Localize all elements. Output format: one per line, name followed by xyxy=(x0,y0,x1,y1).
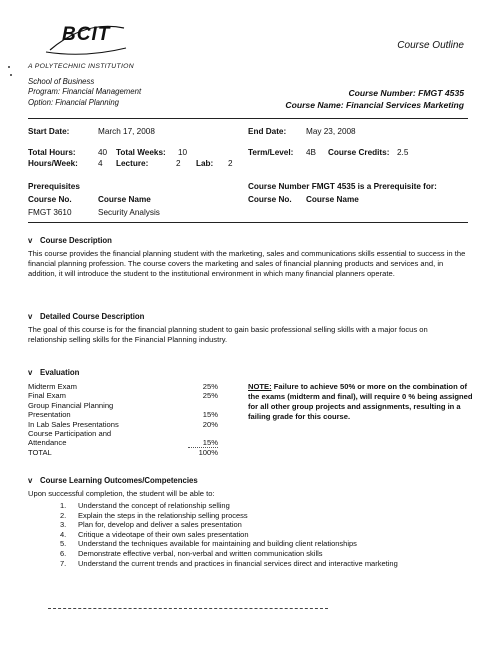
prereq-for-col-no: Course No. xyxy=(248,195,292,204)
start-date-label: Start Date: xyxy=(28,127,70,136)
eval-label: Attendance xyxy=(28,438,67,448)
hours-week-value: 4 xyxy=(98,159,103,168)
item-text: Plan for, develop and deliver a sales presentation xyxy=(78,520,242,530)
item-text: Demonstrate effective verbal, non-verbal and written communication skills xyxy=(78,548,323,558)
item-text: Explain the steps in the relationship selling process xyxy=(78,510,248,520)
prereq-row-no: FMGT 3610 xyxy=(28,208,72,217)
course-number: Course Number: FMGT 4535 xyxy=(348,88,464,98)
bullet-glyph: v xyxy=(28,236,33,245)
bullet-glyph: v xyxy=(28,368,33,377)
credits-label: Course Credits: xyxy=(328,148,390,157)
eval-row xyxy=(28,382,218,391)
total-weeks-value: 10 xyxy=(178,148,188,157)
eval-label: Midterm Exam xyxy=(28,382,77,391)
school-name: School of Business xyxy=(28,77,95,86)
eval-label: Group Financial Planning xyxy=(28,400,114,410)
lab-value: 2 xyxy=(228,159,233,168)
outcomes-list xyxy=(60,501,398,568)
start-date-value: March 17, 2008 xyxy=(98,127,155,136)
prereq-row-name: Security Analysis xyxy=(98,208,160,217)
eval-value: 25% xyxy=(202,391,218,401)
list-item xyxy=(60,530,398,540)
item-number: 3. xyxy=(60,520,67,530)
eval-value xyxy=(188,401,218,410)
lecture-value: 2 xyxy=(176,159,181,168)
eval-row xyxy=(28,438,218,447)
item-text: Critique a videotape of their own sales presentation xyxy=(78,529,249,539)
prereq-col-no: Course No. xyxy=(28,195,72,204)
eval-row xyxy=(28,391,218,400)
eval-value: 15% xyxy=(188,438,218,447)
detailed-title: Detailed Course Description xyxy=(40,312,145,321)
item-number: 1. xyxy=(60,501,67,510)
total-hours-label: Total Hours: xyxy=(28,148,76,157)
prereq-col-name: Course Name xyxy=(98,195,151,204)
eval-value: 20% xyxy=(202,419,218,429)
total-hours-value: 40 xyxy=(98,148,108,157)
list-item xyxy=(60,520,398,530)
prereq-rule xyxy=(28,222,468,223)
eval-row-total xyxy=(28,448,218,457)
eval-value xyxy=(188,429,218,438)
list-item xyxy=(60,559,398,569)
program-name: Program: Financial Management xyxy=(28,87,142,97)
outcomes-intro: Upon successful completion, the student will be able to: xyxy=(28,489,215,498)
eval-row xyxy=(28,401,218,410)
detailed-text: The goal of this course is for the financial planning student to gain basic professional selling skills with a major focus on relationship selling skills for the Financial Planning industry. xyxy=(28,325,428,345)
description-title: Course Description xyxy=(40,236,112,245)
item-number: 6. xyxy=(60,548,67,558)
eval-label: TOTAL xyxy=(28,447,52,457)
description-text: This course provides the financial planning student with the marketing, sales and communications skills essential to success in the financial planning profession. The course covers the marketing and sales of financial planning products and services and, in addition, it will introduce the student to the institutional environment in which many financial planners operate. xyxy=(28,249,466,279)
description-heading xyxy=(28,236,112,245)
item-text: Understand the current trends and practices in financial services direct and interactive marketing xyxy=(78,558,398,568)
eval-row xyxy=(28,410,218,419)
prereq-for-title: Course Number FMGT 4535 is a Prerequisite for: xyxy=(248,182,437,191)
total-weeks-label: Total Weeks: xyxy=(116,148,166,157)
evaluation-table xyxy=(28,382,218,457)
note-text: Failure to achieve 50% or more on the combination of the exams (midterm and final), will require 0 % being assigned for all other group projects and assignments, resulting in a failing grade for this course. xyxy=(248,382,473,421)
logo-caption: A POLYTECHNIC INSTITUTION xyxy=(28,63,134,70)
credits-value: 2.5 xyxy=(397,148,409,157)
prereq-title: Prerequisites xyxy=(28,182,80,191)
outcomes-title: Course Learning Outcomes/Competencies xyxy=(40,476,198,485)
bullet-glyph: v xyxy=(28,476,33,485)
school-block xyxy=(28,77,141,108)
term-value: 4B xyxy=(306,148,317,157)
item-number: 5. xyxy=(60,539,67,549)
eval-label: Course Participation and xyxy=(28,428,112,438)
evaluation-note xyxy=(248,382,478,421)
list-item xyxy=(60,511,398,521)
term-label: Term/Level: xyxy=(248,148,294,157)
item-number: 4. xyxy=(60,529,67,539)
course-info xyxy=(285,88,464,113)
evaluation-title: Evaluation xyxy=(40,368,80,377)
scan-speck xyxy=(8,66,10,68)
eval-row xyxy=(28,420,218,429)
end-date-value: May 23, 2008 xyxy=(306,127,356,136)
footer-rule xyxy=(48,608,328,610)
course-name: Course Name: Financial Services Marketing xyxy=(285,100,464,111)
eval-row xyxy=(28,429,218,438)
lecture-label: Lecture: xyxy=(116,159,149,168)
evaluation-heading xyxy=(28,368,79,377)
logo-wordmark: BCIT xyxy=(62,24,111,45)
detailed-heading xyxy=(28,312,144,321)
doc-title: Course Outline xyxy=(397,40,464,51)
end-date-label: End Date: xyxy=(248,127,287,136)
eval-value: 25% xyxy=(202,382,218,391)
list-item xyxy=(60,549,398,559)
option-name: Option: Financial Planning xyxy=(28,97,120,107)
hours-week-label: Hours/Week: xyxy=(28,159,78,168)
eval-label: In Lab Sales Presentations xyxy=(28,419,119,429)
scan-speck xyxy=(10,74,12,76)
prereq-for-col-name: Course Name xyxy=(306,195,359,204)
item-text: Understand the techniques available for maintaining and building client relationships xyxy=(78,539,357,549)
list-item xyxy=(60,501,398,511)
item-text: Understand the concept of relationship selling xyxy=(78,501,230,510)
eval-value: 15% xyxy=(202,410,218,420)
eval-label: Final Exam xyxy=(28,391,66,401)
item-number: 2. xyxy=(60,510,67,520)
list-item xyxy=(60,539,398,549)
eval-value: 100% xyxy=(198,447,218,457)
item-number: 7. xyxy=(60,558,67,568)
eval-label: Presentation xyxy=(28,410,71,420)
note-label: NOTE: xyxy=(248,382,272,391)
bullet-glyph: v xyxy=(28,312,33,321)
lab-label: Lab: xyxy=(196,159,214,168)
header-rule xyxy=(28,118,468,119)
outcomes-heading xyxy=(28,476,198,485)
